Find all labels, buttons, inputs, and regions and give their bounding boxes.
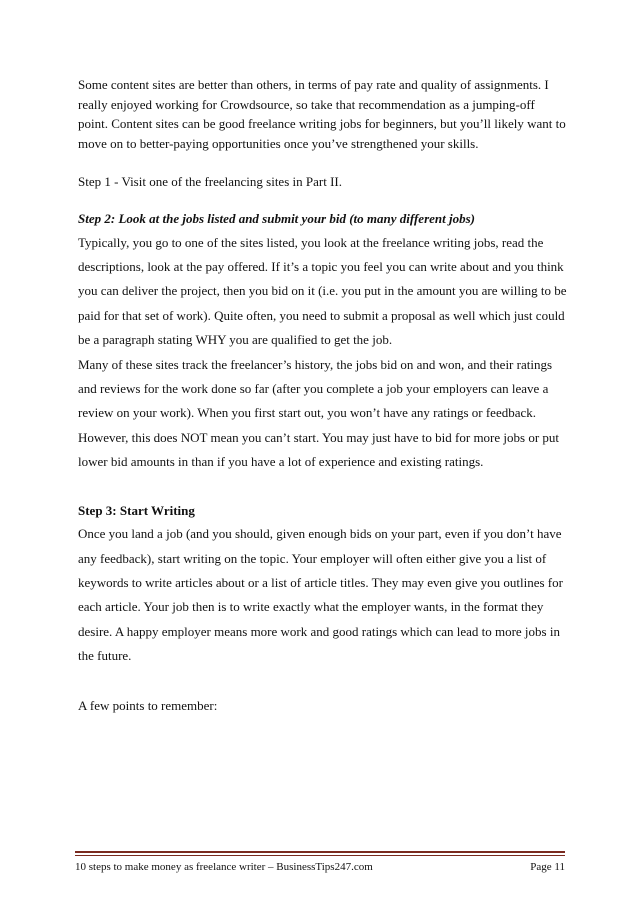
page-number: Page 11 [530, 861, 565, 873]
step2-heading: Step 2: Look at the jobs listed and submit your bid (to many different jobs) [78, 210, 475, 226]
intro-paragraph: Some content sites are better than others, in terms of pay rate and quality of assignments. I really enjoyed working for Crowdsource, so take that recommendation as a jumping-off point. Content sites can be good freelance writing jobs for beginners, but you’ll likely want to move on to better-paying opportunities once you’ve strengthened your skills. [78, 77, 566, 151]
page-footer [75, 860, 565, 874]
step2-paragraph-1: Typically, you go to one of the sites listed, you look at the freelance writing jobs, read the descriptions, look at the pay offered. If it’s a topic you feel you can write about and you think you can deliver the project, then you bid on it (i.e. you put in the amount you are willing to be paid for that set of work). Quite often, you need to submit a proposal as well which just could be a paragraph stating WHY you are qualified to get the job. [78, 234, 567, 348]
step2-paragraph-2: Many of these sites track the freelancer’s history, the jobs bid on and won, and their ratings and reviews for the work done so far (after you complete a job your employers can leave a review on your work). When you first start out, you won’t have any ratings or feedback. However, this does NOT mean you can’t start. You may just have to bid for more jobs or put lower bid amounts in than if you have a lot of experience and existing ratings. [78, 356, 560, 470]
step3-paragraph: Once you land a job (and you should, given enough bids on your part, even if you don’t have any feedback), start writing on the topic. Your employer will often either give you a list of keywords to write articles about or a list of article titles. They may even give you outlines for each article. Your job then is to write exactly what the employer wants, in the format they desire. A happy employer means more work and good ratings which can lead to more jobs in the future. [78, 526, 563, 664]
footer-rule-thick [75, 851, 565, 853]
step1-text: Step 1 - Visit one of the freelancing sites in Part II. [78, 174, 342, 190]
footer-title: 10 steps to make money as freelance writer – BusinessTips247.com [75, 861, 373, 873]
points-intro: A few points to remember: [78, 697, 218, 713]
page-content [78, 75, 568, 715]
footer-rule-thin [75, 855, 565, 856]
step3-heading: Step 3: Start Writing [78, 502, 195, 518]
